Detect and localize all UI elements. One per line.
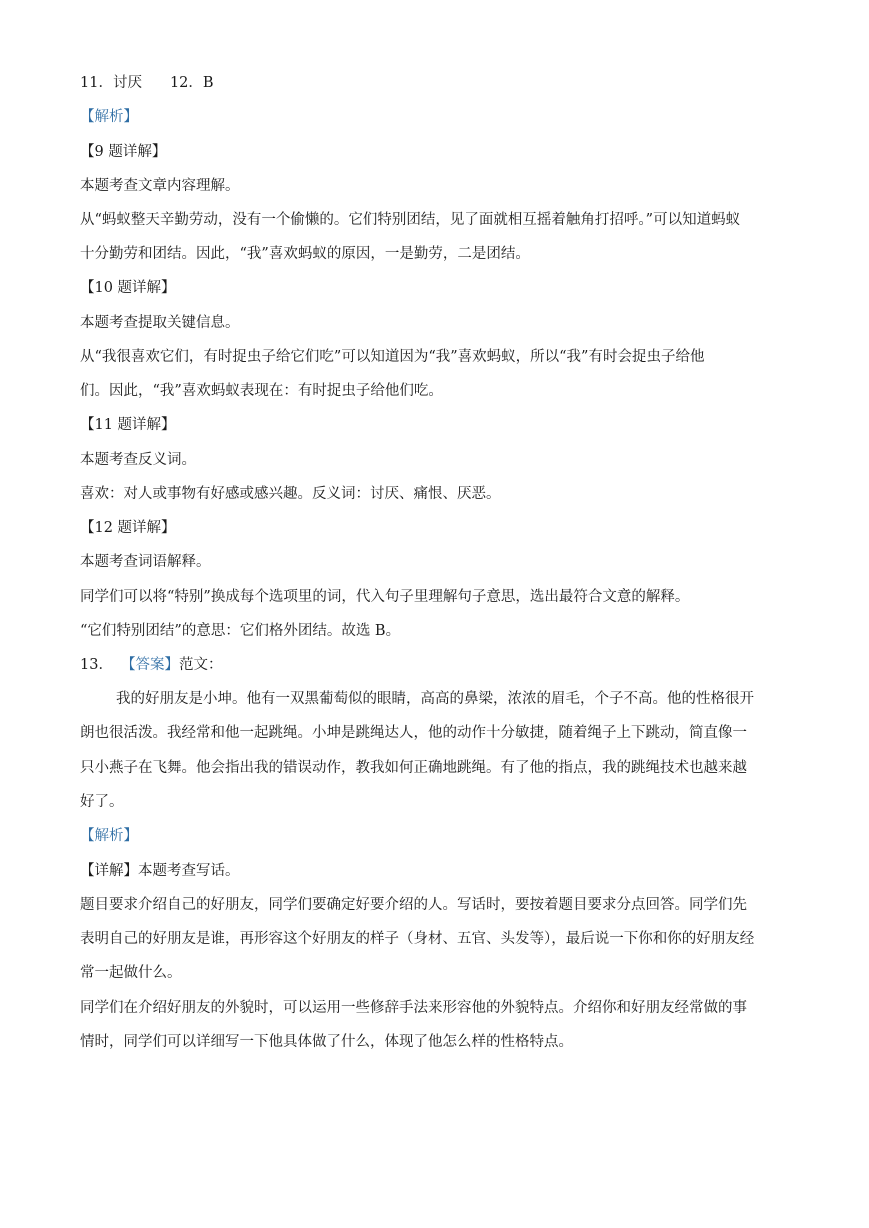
answer-tag: 【答案】 [120, 657, 179, 673]
q13-answer-line [80, 655, 795, 675]
q10-line: 本题考查提取关键信息。 [80, 315, 240, 331]
q9-heading: 【9 题详解】 [80, 144, 167, 160]
q9-line: 十分勤劳和团结。因此，“我”喜欢蚂蚁的原因，一是勤劳，二是团结。 [80, 246, 530, 262]
q10-line: 们。因此，“我”喜欢蚂蚁表现在：有时捉虫子给他们吃。 [80, 383, 443, 399]
q12-line: “它们特别团结”的意思：它们格外团结。故选 B。 [80, 623, 401, 639]
detail-line: 表明自己的好朋友是谁，再形容这个好朋友的样子（身材、五官、头发等），最后说一下你和你的好朋友经 [80, 931, 755, 947]
q11-line: 喜欢：对人或事物有好感或感兴趣。反义词：讨厌、痛恨、厌恶。 [80, 486, 501, 502]
q12-line: 本题考查词语解释。 [80, 554, 211, 570]
analysis-label: 【解析】 [80, 109, 138, 125]
essay-line: 朗也很活泼。我经常和他一起跳绳。小坤是跳绳达人，他的动作十分敏捷，随着绳子上下跳动，简直像一 [80, 725, 747, 741]
detail-line: 题目要求介绍自己的好朋友，同学们要确定好要介绍的人。写话时，要按着题目要求分点回答。同学们先 [80, 897, 747, 913]
answer-prefix: 范文： [178, 657, 223, 673]
answer-12: 12．B [169, 75, 214, 91]
q12-line: 同学们可以将“特别”换成每个选项里的词，代入句子里理解句子意思，选出最符合文意的解释。 [80, 589, 690, 605]
q10-line: 从“我很喜欢它们，有时捉虫子给它们吃”可以知道因为“我”喜欢蚂蚁，所以“我”有时会捉虫子给他 [80, 349, 705, 365]
detail-line: 同学们在介绍好朋友的外貌时，可以运用一些修辞手法来形容他的外貌特点。介绍你和好朋友经常做的事 [80, 1000, 747, 1016]
q10-heading: 【10 题详解】 [80, 280, 176, 296]
q9-line: 本题考查文章内容理解。 [80, 178, 240, 194]
detail-line: 常一起做什么。 [80, 965, 182, 981]
q13-analysis-label: 【解析】 [80, 828, 138, 844]
answer-11: 11．讨厌 [80, 75, 142, 91]
answers-line [80, 73, 795, 93]
essay-line: 好了。 [80, 794, 124, 810]
essay-line: 只小燕子在飞舞。他会指出我的错误动作，教我如何正确地跳绳。有了他的指点，我的跳绳技术也越来越 [80, 760, 747, 776]
q13-number: 13． [80, 657, 113, 673]
essay-line: 我的好朋友是小坤。他有一双黑葡萄似的眼睛，高高的鼻梁，浓浓的眉毛，个子不高。他的性格很开 [116, 691, 754, 707]
q11-line: 本题考查反义词。 [80, 452, 196, 468]
q12-heading: 【12 题详解】 [80, 520, 176, 536]
q9-line: 从“蚂蚁整天辛勤劳动，没有一个偷懒的。它们特别团结，见了面就相互摇着触角打招呼。”可以知道蚂蚁 [80, 212, 741, 228]
detail-label: 【详解】 [80, 863, 138, 879]
detail-first: 本题考查写话。 [138, 863, 240, 879]
q11-heading: 【11 题详解】 [80, 417, 176, 433]
q13-detail-line [80, 861, 795, 881]
detail-line: 情时，同学们可以详细写一下他具体做了什么，体现了他怎么样的性格特点。 [80, 1034, 573, 1050]
